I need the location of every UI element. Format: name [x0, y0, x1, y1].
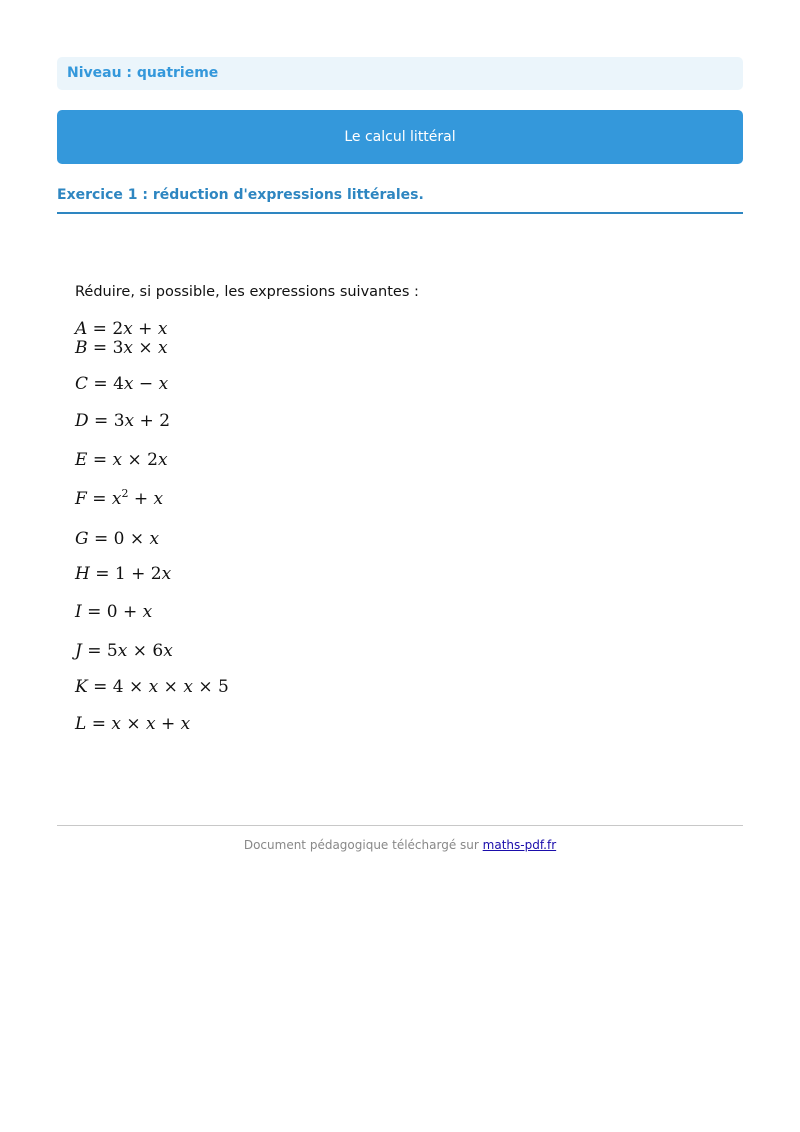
expression-name: B	[75, 338, 88, 358]
expression-rhs: x × 2x	[112, 450, 168, 470]
level-label: Niveau : quatrieme	[57, 57, 743, 90]
expression-a: A = 2x + x	[75, 319, 168, 339]
expression-name: I	[75, 602, 82, 622]
expression-d: D = 3x + 2	[75, 411, 171, 431]
exercise-instruction: Réduire, si possible, les expressions suivantes :	[75, 284, 419, 300]
expression-rhs: $x^2 + x$	[111, 487, 164, 509]
expression-c: C = 4x − x	[75, 374, 169, 394]
expression-name: H	[75, 564, 90, 584]
expression-j: J = 5x × 6x	[75, 641, 173, 661]
chapter-banner: Le calcul littéral	[57, 110, 743, 164]
expression-b: B = 3x × x	[75, 338, 168, 358]
expression-name: C	[75, 374, 89, 394]
footer-divider	[57, 825, 743, 826]
expression-name: F	[75, 489, 87, 509]
expression-rhs: 1 + 2x	[114, 564, 172, 584]
footer-text: Document pédagogique téléchargé sur	[243, 838, 479, 852]
expression-name: J	[75, 641, 82, 661]
expression-rhs: 4x − x	[113, 374, 169, 394]
expression-name: K	[75, 677, 88, 697]
expression-rhs: 5x × 6x	[106, 641, 173, 661]
expression-l: L = x × x + x	[75, 714, 191, 734]
expression-h: H = 1 + 2x	[75, 564, 172, 584]
expression-name: L	[75, 714, 87, 734]
expression-f: $F = x^2 + x$	[75, 487, 164, 509]
expression-name: D	[75, 411, 89, 431]
footer-link[interactable]: maths-pdf.fr	[482, 838, 557, 852]
expression-name: G	[75, 529, 89, 549]
exercise-title: Exercice 1 : réduction d'expressions littérales.	[57, 185, 743, 214]
expression-name: A	[75, 319, 88, 339]
expression-rhs: 2x + x	[112, 319, 168, 339]
expression-g: G = 0 × x	[75, 529, 160, 549]
expression-rhs: x × x + x	[111, 714, 191, 734]
expression-e: E = x × 2x	[75, 450, 168, 470]
expression-i: I = 0 + x	[75, 602, 153, 622]
expression-rhs: 3x × x	[112, 338, 168, 358]
expression-rhs: 3x + 2	[113, 411, 171, 431]
expression-name: E	[75, 450, 88, 470]
footer	[0, 838, 800, 852]
expression-rhs: 4 × x × x × 5	[112, 677, 229, 697]
expression-rhs: 0 + x	[106, 602, 153, 622]
expression-k: K = 4 × x × x × 5	[75, 677, 229, 697]
expression-rhs: 0 × x	[113, 529, 160, 549]
